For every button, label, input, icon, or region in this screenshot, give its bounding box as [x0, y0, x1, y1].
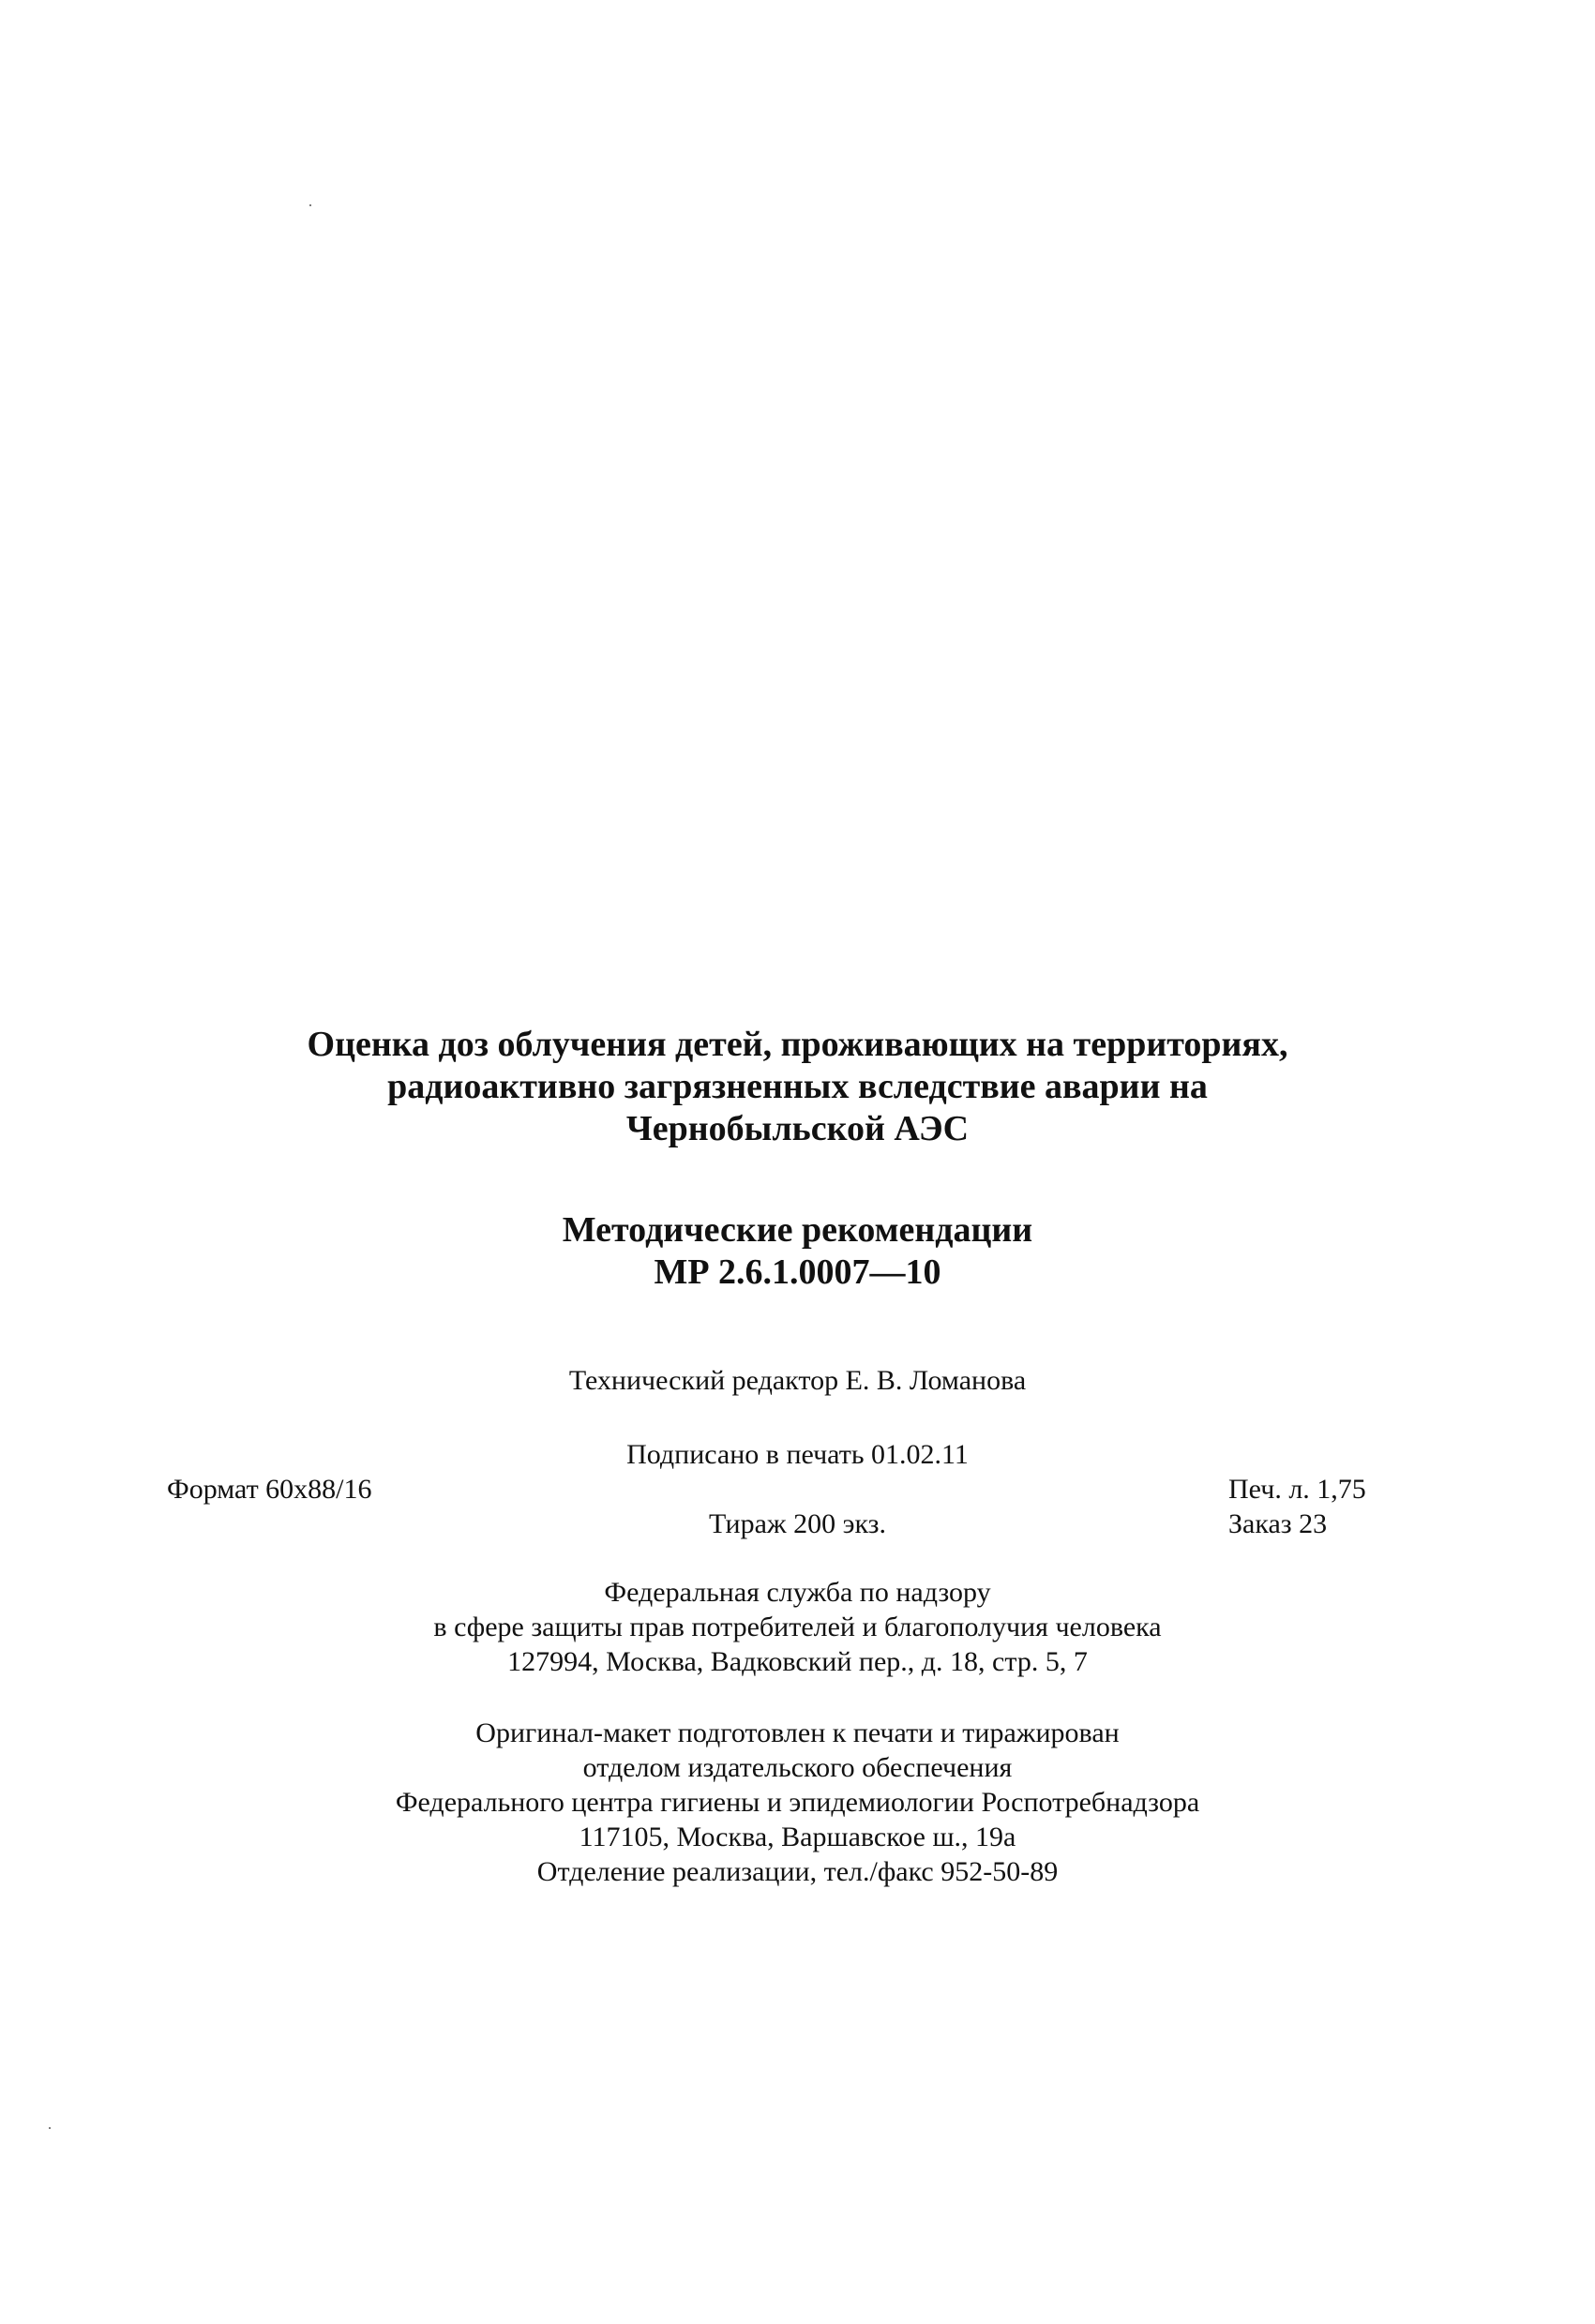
order-number: Заказ 23 [1228, 1508, 1328, 1539]
sales-contact: Отделение реализации, тел./факс 952-50-89 [536, 1856, 1059, 1887]
producer-line: отделом издательского обеспечения [582, 1752, 1013, 1783]
technical-editor [0, 1364, 1595, 1398]
document-code: МР 2.6.1.0007—10 [654, 1252, 941, 1292]
producer-block [0, 1716, 1595, 1889]
document-title [0, 1024, 1595, 1150]
publisher-address: 127994, Москва, Вадковский пер., д. 18, стр. 5, 7 [507, 1646, 1088, 1677]
document-subtitle [0, 1209, 1595, 1294]
signed-to-print: Подписано в печать 01.02.11 [626, 1439, 969, 1470]
scan-speck [309, 204, 311, 206]
title-line: радиоактивно загрязненных вследствие аварии на [387, 1067, 1208, 1106]
imprint-block [0, 1437, 1595, 1550]
printed-sheets: Печ. л. 1,75 [1228, 1474, 1366, 1505]
title-line: Оценка доз облучения детей, проживающих на территориях, [307, 1025, 1288, 1064]
producer-line: Оригинал-макет подготовлен к печати и тиражирован [475, 1717, 1120, 1748]
technical-editor-line: Технический редактор Е. В. Ломанова [568, 1365, 1027, 1396]
producer-address: 117105, Москва, Варшавское ш., 19а [579, 1822, 1016, 1852]
publisher-line: Федеральная служба по надзору [604, 1577, 991, 1608]
publisher-line: в сфере защиты прав потребителей и благополучия человека [433, 1612, 1162, 1642]
document-type: Методические рекомендации [562, 1210, 1033, 1250]
circulation: Тираж 200 экз. [708, 1508, 887, 1539]
publisher-block [0, 1575, 1595, 1679]
producer-line: Федерального центра гигиены и эпидемиологии Роспотребнадзора [395, 1787, 1200, 1818]
paper-format: Формат 60x88/16 [167, 1474, 372, 1505]
scan-speck [49, 2127, 51, 2129]
title-line: Чернобыльской АЭС [625, 1109, 970, 1148]
